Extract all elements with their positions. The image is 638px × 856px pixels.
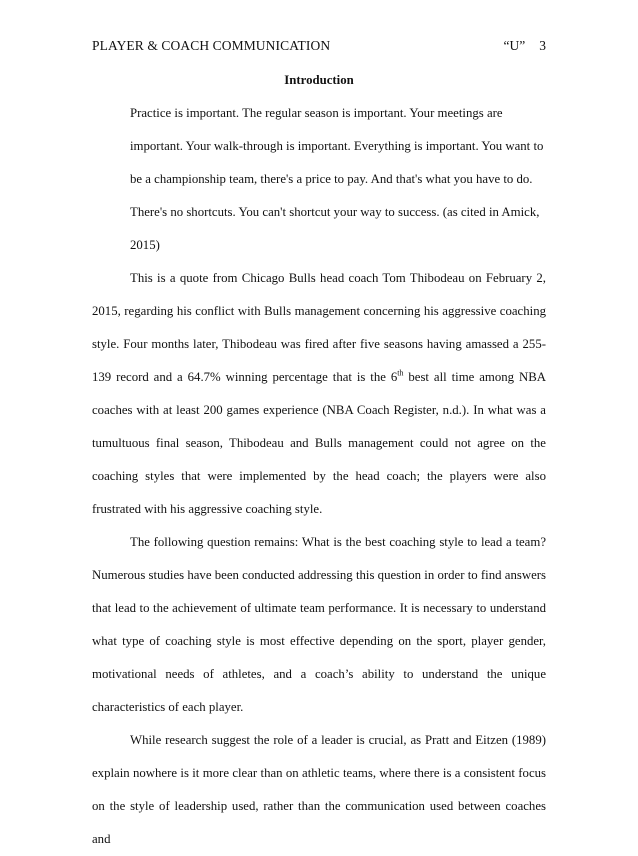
- paragraph-1-text-b: best all time among NBA coaches with at least 200 games experience (NBA Coach Register, n.d.). In what was a tumultuous final season, Thibodeau and Bulls management could not agree on the coaching styles that were implemented by the head coach; the players were also frustrated with his aggressive coaching style.: [92, 370, 546, 516]
- paragraph-1-text-a: This is a quote from Chicago Bulls head coach Tom Thibodeau on February 2, 2015, regarding his conflict with Bulls management concerning his aggressive coaching style. Four months later, Thibodeau was fired after five seasons having amassed a 255-139 record and a 64.7% winning percentage that is the 6: [92, 271, 546, 384]
- running-head-mark: “U”: [503, 38, 526, 53]
- body-text: [92, 64, 546, 856]
- running-head: [92, 38, 546, 54]
- block-quote: Practice is important. The regular season is important. Your meetings are important. Your walk-through is important. Everything is important. You want to be a championship team, there's a price to pay. And that's what you have to do. There's no shortcuts. You can't shortcut your way to success. (as cited in Amick, 2015): [130, 106, 544, 252]
- paragraph-2: The following question remains: What is the best coaching style to lead a team? Numerous studies have been conducted addressing this question in order to find answers that lead to the achievement of ultimate team performance. It is necessary to understand what type of coaching style is most effective depending on the sport, player gender, motivational needs of athletes, and a coach’s ability to understand the unique characteristics of each player.: [92, 535, 546, 714]
- running-head-title: PLAYER & COACH COMMUNICATION: [92, 38, 331, 53]
- page-number: 3: [539, 38, 546, 53]
- section-heading: Introduction: [284, 73, 354, 87]
- running-head-right: [504, 38, 546, 54]
- ordinal-superscript: th: [397, 368, 404, 378]
- paragraph-3: While research suggest the role of a leader is crucial, as Pratt and Eitzen (1989) explain nowhere is it more clear than on athletic teams, where there is a consistent focus on the style of leadership used, rather than the communication used between coaches and: [92, 733, 546, 846]
- paragraph-1: [92, 262, 546, 526]
